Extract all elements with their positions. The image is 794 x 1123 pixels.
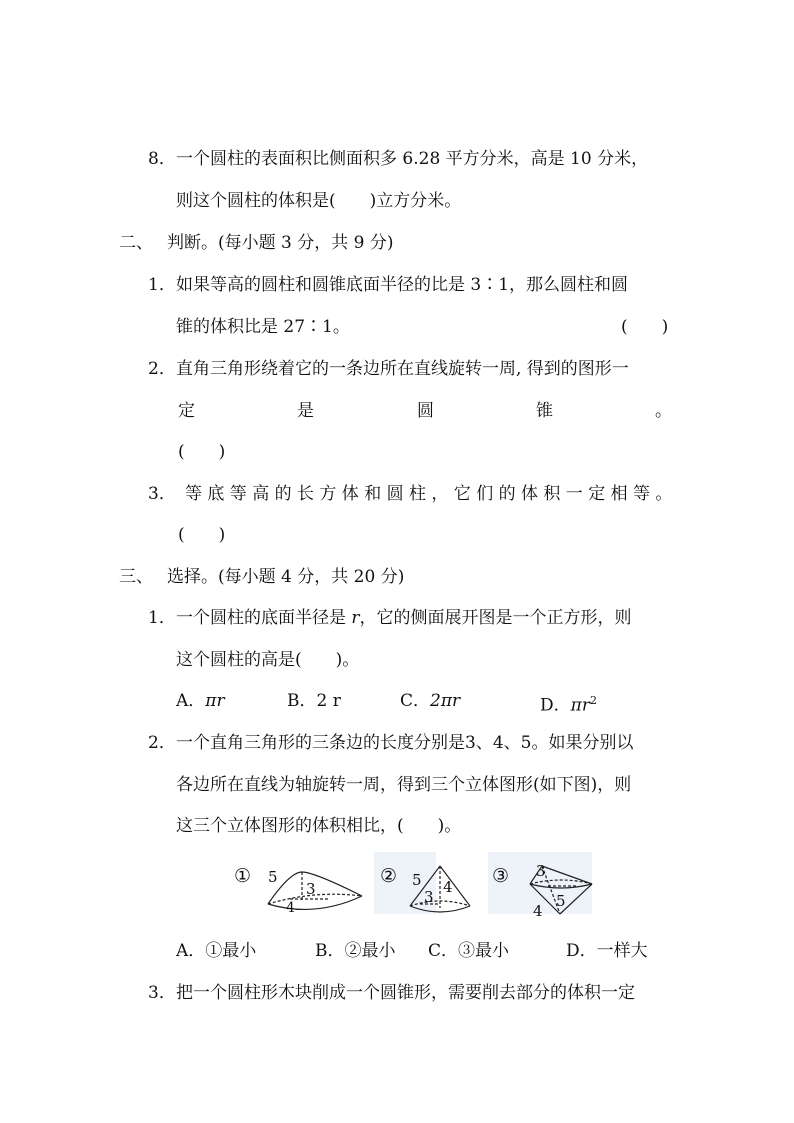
section3-title: 选择。(每小题 4 分，共 20 分) (167, 567, 405, 587)
s2-q1-text-line2: 锥的体积比是 27∶1。 (176, 317, 350, 337)
figure-3-label: 3 (536, 862, 546, 880)
s3-q1-text-a: 一个圆柱的底面半径是 (176, 608, 352, 628)
s2-q2-char: 锥 (536, 401, 553, 421)
figure-1-label: 5 (268, 868, 278, 886)
s2-q3-number: 3． (148, 484, 176, 504)
s3-q1-option-d[interactable] (540, 690, 597, 717)
option-text: ①最小 (205, 941, 257, 961)
s3-q2-option-d[interactable] (566, 940, 648, 962)
s2-q1-number: 1． (148, 275, 176, 295)
option-text: 一样大 (596, 941, 648, 961)
figure-2-marker: ② (380, 865, 398, 887)
figure-3-marker: ③ (492, 865, 510, 887)
section3-number: 三、 (119, 567, 153, 587)
q8-text-line2: 则这个圆柱的体积是( )立方分米。 (176, 191, 462, 211)
s3-q2-text-line1: 一个直角三角形的三条边的长度分别是3、4、5。如果分别以 (176, 733, 634, 753)
q8-number: 8． (148, 149, 176, 169)
section2-number: 二、 (119, 233, 153, 253)
option-text: πr (570, 695, 590, 716)
option-label: C． (428, 941, 459, 961)
s3-q1-text-line1 (176, 607, 632, 629)
section2-title: 判断。(每小题 3 分，共 9 分) (167, 233, 394, 253)
s2-q3-text-line1: 等底等高的长方体和圆柱，它们的体积一定相等。 (185, 484, 678, 504)
s3-q2-number: 2． (148, 733, 176, 753)
s3-q1-text-b: ，它的侧面展开图是一个正方形，则 (359, 608, 632, 628)
s2-q2-number: 2． (148, 359, 176, 379)
option-text: ②最小 (344, 941, 396, 961)
option-text: 2 r (316, 691, 341, 711)
figure-1-label: 3 (306, 880, 316, 898)
option-text: 2πr (430, 691, 461, 711)
option-label: C． (400, 691, 431, 711)
option-label: B． (315, 941, 345, 961)
figure-1-label: 4 (286, 900, 295, 916)
s3-q1-number: 1． (148, 608, 176, 628)
s3-q1-var-r: r (351, 608, 360, 628)
s3-q3-number: 3． (148, 983, 176, 1003)
s2-q3-answer-bracket[interactable]: ( ) (178, 525, 226, 545)
s3-q1-option-b[interactable] (287, 690, 341, 712)
s3-q2-option-a[interactable] (176, 940, 256, 962)
figure-1 (234, 865, 362, 916)
s2-q2-char: 。 (655, 401, 672, 421)
s2-q2-answer-bracket[interactable]: ( ) (178, 442, 226, 462)
option-label: D． (566, 941, 597, 961)
s3-q2-option-b[interactable] (315, 940, 396, 962)
option-label: A． (176, 691, 206, 711)
s2-q2-char: 圆 (417, 401, 434, 421)
s2-q2-char: 是 (297, 401, 314, 421)
s3-q2-text-line2: 各边所在直线为轴旋转一周，得到三个立体图形(如下图)，则 (176, 775, 632, 795)
s3-q1-option-c[interactable] (400, 690, 460, 712)
s3-q1-option-a[interactable] (176, 690, 225, 712)
q8-text-line1: 一个圆柱的表面积比侧面积多 6.28 平方分米，高是 10 分米， (176, 149, 649, 169)
figure-3-label: 5 (556, 892, 566, 910)
s3-q1-text-line2: 这个圆柱的高是( )。 (176, 650, 360, 670)
s3-q3-text-line1: 把一个圆柱形木块削成一个圆锥形，需要削去部分的体积一定 (176, 983, 635, 1003)
solids-figure (230, 852, 610, 922)
s2-q2-char: 定 (178, 401, 195, 421)
figure-1-marker: ① (234, 865, 252, 887)
s3-q2-text-line3: 这三个立体图形的体积相比，( )。 (176, 816, 462, 836)
figure-2-label: 3 (424, 888, 434, 906)
s2-q1-answer-bracket[interactable]: ( ) (621, 317, 669, 337)
s2-q2-text-line1: 直角三角形绕着它的一条边所在直线旋转一周, 得到的图形一 (176, 359, 629, 379)
s3-q2-option-c[interactable] (428, 940, 509, 962)
figure-3-label: 4 (533, 902, 543, 920)
option-label: B． (287, 691, 317, 711)
s2-q1-text-line1: 如果等高的圆柱和圆锥底面半径的比是 3∶1，那么圆柱和圆 (176, 275, 629, 295)
figure-2-label: 4 (443, 878, 453, 896)
option-label: A． (176, 941, 206, 961)
option-superscript: 2 (589, 694, 597, 707)
option-text: πr (205, 691, 225, 711)
option-text: ③最小 (458, 941, 510, 961)
option-label: D． (540, 695, 571, 716)
figure-2-label: 5 (412, 871, 422, 889)
